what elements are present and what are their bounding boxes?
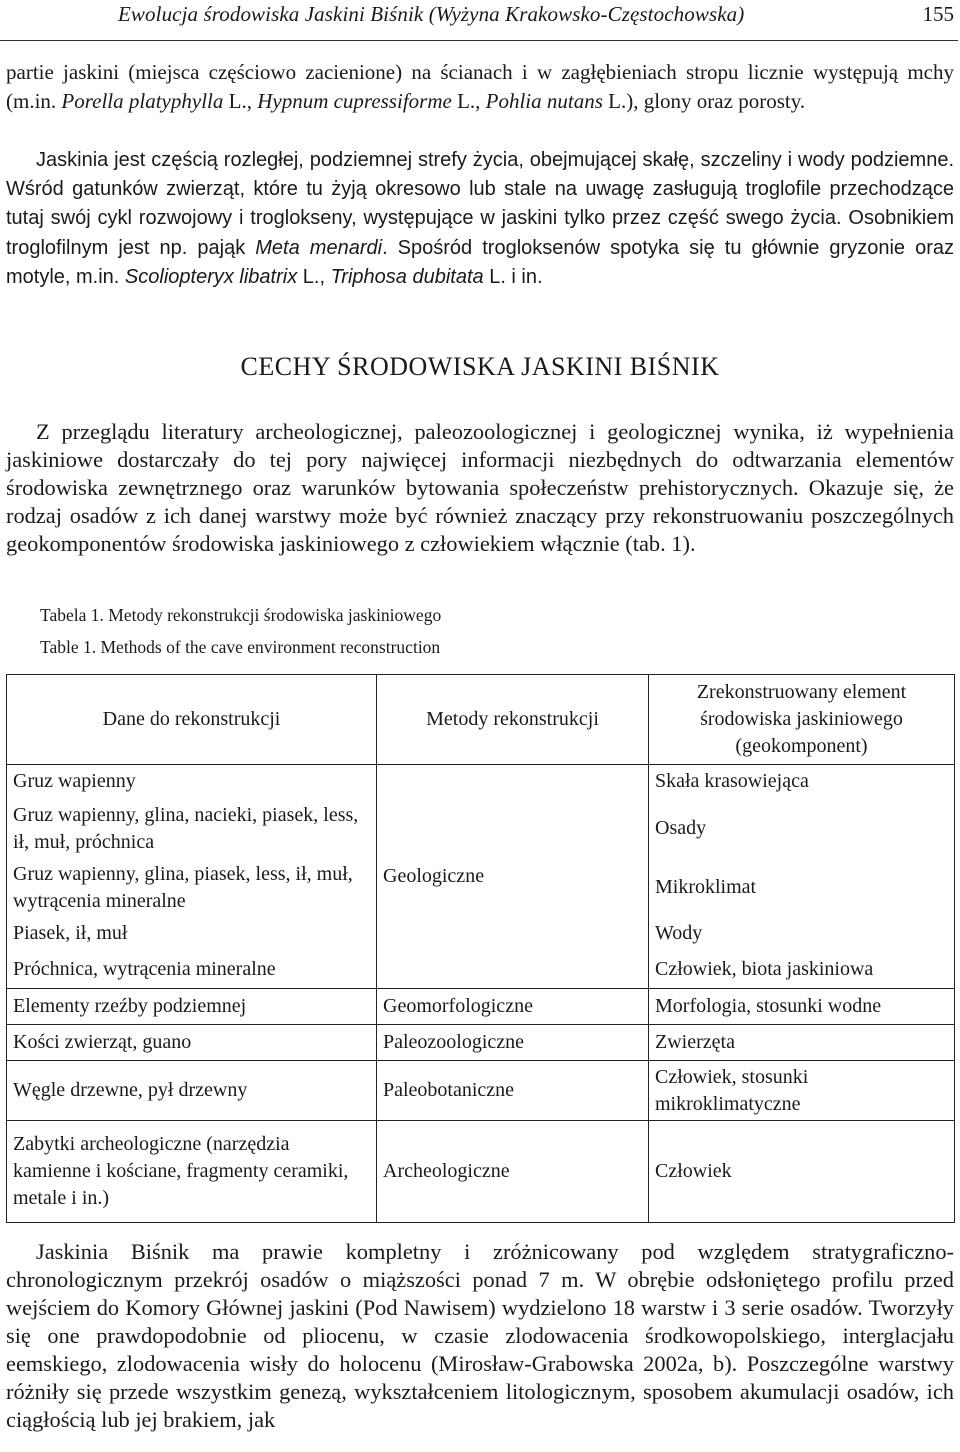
species-name: Hypnum cupressiforme [257,89,452,114]
page-number: 155 [922,2,954,26]
element-cell: Mikroklimat [649,859,955,917]
running-header [0,0,958,41]
method-cell: Paleobotaniczne [377,1061,649,1121]
data-cell: Elementy rzeźby podziemnej [7,989,377,1025]
element-cell: Człowiek [649,1121,955,1223]
table-row [7,1121,955,1223]
element-cell: Zwierzęta [649,1025,955,1061]
element-cell: Człowiek, stosunki mikroklimatyczne [649,1061,955,1121]
species-name: Pohlia nutans [485,89,603,114]
header-cell: Dane do rekonstrukcji [7,675,377,765]
method-cell: Geologiczne [377,765,649,989]
method-cell: Geomorfologiczne [377,989,649,1025]
fauna-text-1: Jaskinia jest częścią rozległej, podziemnej strefy życia, obejmującej skałę, szczeliny i wody podziemne. Wśród gatunków zwierząt, które tu żyją okresowo lub stale na uwagę zasługują troglofile przechodzące tutaj swój cykl rozwojowy i troglokseny, występujące w jaskini tylko przez część swego życia. Osobnikiem troglofilnym jest np. pająk [6,149,954,259]
data-cell: Kości zwierząt, guano [7,1025,377,1061]
element-cell: Morfologia, stosunki wodne [649,989,955,1025]
section-heading: CECHY ŚRODOWISKA JASKINI BIŚNIK [240,352,720,381]
fauna-paragraph [6,146,954,292]
data-cell: Gruz wapienny, glina, nacieki, piasek, less, ił, muł, próchnica [7,799,377,859]
methods-table [6,674,955,1223]
species-name: Meta menardi [255,236,383,259]
table-caption-pl: Tabela 1. Metody rekonstrukcji środowiska jaskiniowego [40,605,442,625]
intro-paragraph [6,58,954,116]
fauna-text-3: L., [297,265,331,288]
data-cell: Próchnica, wytrącenia mineralne [7,951,377,989]
table-row [7,1025,955,1061]
data-cell: Gruz wapienny, glina, piasek, less, ił, muł, wytrącenia mineralne [7,859,377,917]
table-row [7,989,955,1025]
intro-text-2: L., [223,89,258,114]
table-row [7,1061,955,1121]
data-cell: Węgle drzewne, pył drzewny [7,1061,377,1121]
data-cell: Piasek, ił, muł [7,917,377,951]
closing-paragraph [6,1238,954,1434]
fauna-text-4: L. i in. [483,265,543,288]
element-cell: Osady [649,799,955,859]
table-caption-en: Table 1. Methods of the cave environment reconstruction [40,637,441,657]
running-title: Ewolucja środowiska Jaskini Biśnik (Wyżyna Krakowsko-Częstochowska) [118,2,745,26]
header-cell: Metody rekonstrukcji [377,675,649,765]
table-row [7,765,955,799]
method-cell: Paleozoologiczne [377,1025,649,1061]
species-name: Porella platyphylla [61,89,224,114]
intro-text-4: L.), glony oraz porosty. [602,89,806,114]
data-cell: Zabytki archeologiczne (narzędzia kamienne i kościane, fragmenty ceramiki, metale i in.) [7,1121,377,1223]
section-text: Z przeglądu literatury archeologicznej, paleozoologicznej i geologicznej wynika, iż wypełnienia jaskiniowe dostarczały do tej pory najwięcej informacji niezbędnych do odtwarzania elementów środowiska zewnętrznego oraz warunków bytowania społeczeństw prehistorycznych. Okazuje się, że rodzaj osadów z ich danej warstwy może być również znaczący przy rekonstruowaniu poszczególnych geokomponentów środowiska jaskiniowego z człowiekiem włącznie (tab. 1). [6,419,954,556]
section-paragraph [6,418,954,558]
header-cell: Zrekonstruowany element środowiska jaskiniowego (geokomponent) [649,675,955,765]
method-cell: Archeologiczne [377,1121,649,1223]
table-header-row [7,675,955,765]
element-cell: Skała krasowiejąca [649,765,955,799]
species-name: Triphosa dubitata [330,265,484,288]
closing-text: Jaskinia Biśnik ma prawie kompletny i zróżnicowany pod względem stratygraficzno-chronologicznym przekrój osadów o miąższości ponad 7 m. W obrębie odsłoniętego profilu przed wejściem do Komory Głównej jaskini (Pod Nawisem) wydzielono 18 warstw i 3 serie osadów. Tworzyły się one prawdopodobnie od pliocenu, w czasie zlodowacenia środkowopolskiego, interglacjału eemskiego, zlodowacenia wisły do holocenu (Mirosław-Grabowska 2002a, b). Poszczególne warstwy różniły się przede wszystkim genezą, wykształceniem litologicznym, sposobem akumulacji osadów, ich ciągłością lub jej brakiem, jak [6,1239,954,1432]
element-cell: Człowiek, biota jaskiniowa [649,951,955,989]
element-cell: Wody [649,917,955,951]
data-cell: Gruz wapienny [7,765,377,799]
species-name: Scoliopteryx libatrix [124,265,298,288]
fauna-text-2: . Spośród trogloksenów spotyka się tu głównie gryzonie oraz motyle, m.in. [6,236,954,288]
intro-text-1: partie jaskini (miejsca częściowo zacienione) na ścianach i w zagłębieniach stropu licznie występują mchy (m.in. [6,60,954,114]
intro-text-3: L., [451,89,486,114]
